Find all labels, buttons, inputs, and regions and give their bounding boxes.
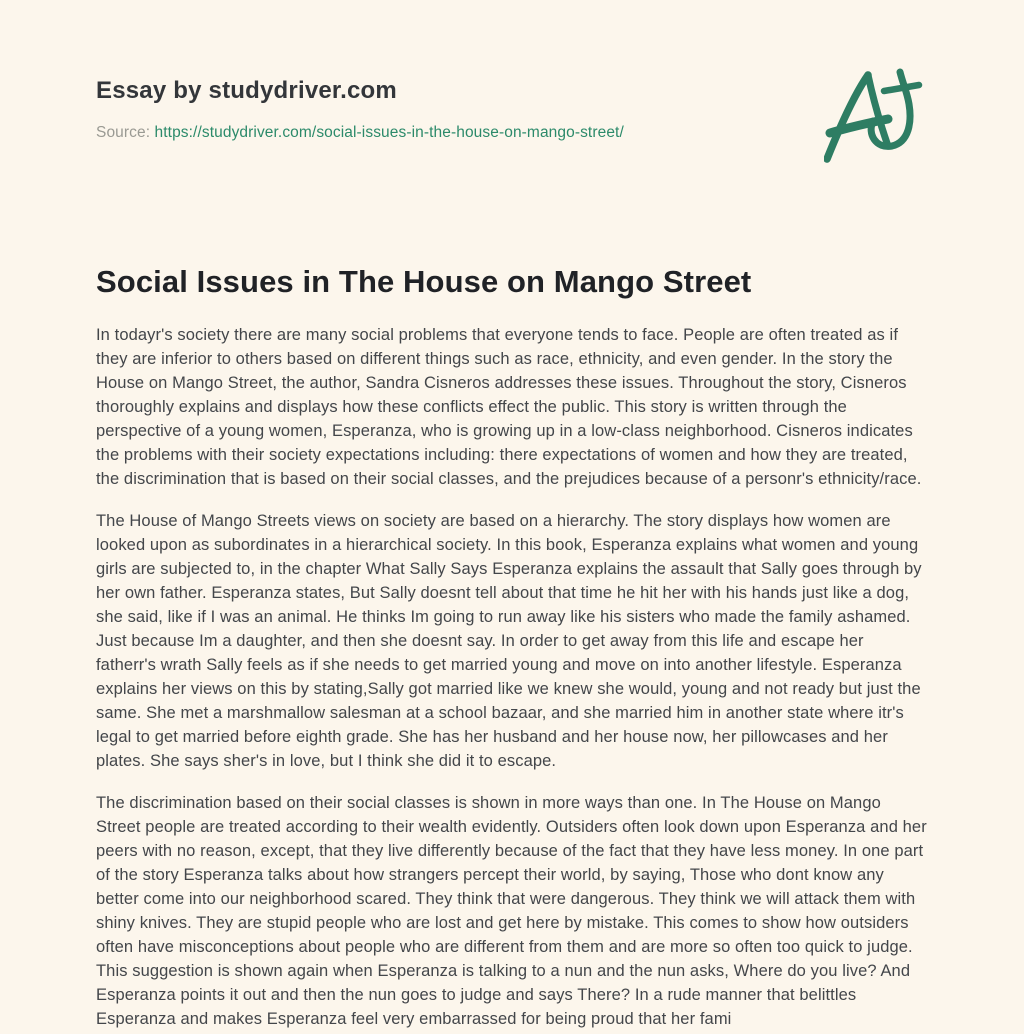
studydriver-a-plus-logo-icon [824,66,928,163]
header-left [96,65,624,142]
content-column [96,65,928,1031]
page-header [96,65,928,163]
essay-body [96,323,928,1031]
essay-paragraph-1: In todayr's society there are many social problems that everyone tends to face. People are often treated as if they are inferior to others based on different things such as race, ethnicity, and even gender. In the story the House on Mango Street, the author, Sandra Cisneros addresses these issues. Throughout the story, Cisneros thoroughly explains and displays how these conflicts effect the public. This story is written through the perspective of a young women, Esperanza, who is growing up in a low-class neighborhood. Cisneros indicates the problems with their society expectations including: there expectations of women and how they are treated, the discrimination that is based on their social classes, and the prejudices because of a personr's ethnicity/race. [96,326,922,488]
source-label: Source: [96,124,151,141]
source-line [96,124,624,142]
source-link[interactable]: https://studydriver.com/social-issues-in-the-house-on-mango-street/ [154,124,624,141]
essay-paragraph-2: The House of Mango Streets views on society are based on a hierarchy. The story displays how women are looked upon as subordinates in a hierarchical society. In this book, Esperanza explains what women and young girls are subjected to, in the chapter What Sally Says Esperanza explains the assault that Sally goes through by her own father. Esperanza states, But Sally doesnt tell about that time he hit her with his hands just like a dog, she said, like if I was an animal. He thinks Im going to run away like his sisters who made the family ashamed. Just because Im a daughter, and then she doesnt say. In order to get away from this life and escape her fatherr's wrath Sally feels as if she needs to get married young and move on into another lifestyle. Esperanza explains her views on this by stating,Sally got married like we knew she would, young and not ready but just the same. She met a marshmallow salesman at a school bazaar, and she married him in another state where itr's legal to get married before eighth grade. She has her husband and her house now, her pillowcases and her plates. She says sher's in love, but I think she did it to escape. [96,512,922,770]
article-title: Social Issues in The House on Mango Street [96,264,752,299]
essay-byline: Essay by studydriver.com [96,77,397,104]
essay-paragraph-3: The discrimination based on their social classes is shown in more ways than one. In The House on Mango Street people are treated according to their wealth evidently. Outsiders often look down upon Esperanza and her peers with no reason, except, that they live differently because of the fact that they have less money. In one part of the story Esperanza talks about how strangers percept their world, by saying, Those who dont know any better come into our neighborhood scared. They think that were dangerous. They think we will attack them with shiny knives. They are stupid people who are lost and get here by mistake. This comes to show how outsiders often have misconceptions about people who are different from them and are more so often too quick to judge. This suggestion is shown again when Esperanza is talking to a nun and the nun asks, Where do you live? And Esperanza points it out and then the nun goes to judge and says There? In a rude manner that belittles Esperanza and makes Esperanza feel very embarrassed for being proud that her fami [96,794,927,1028]
